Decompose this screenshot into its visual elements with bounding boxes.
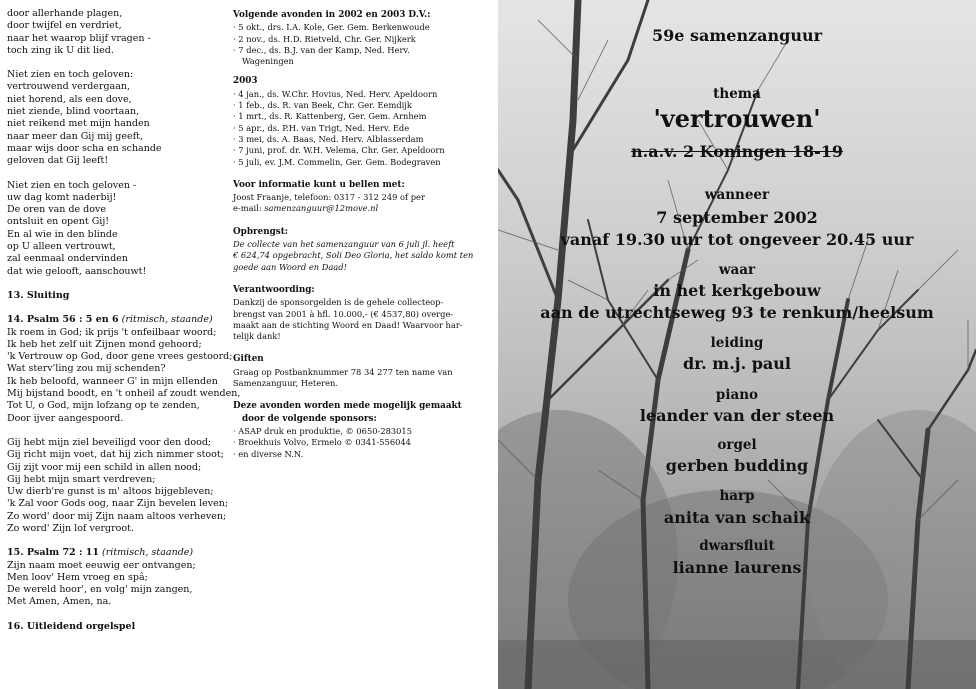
when-label: wanneer [704, 187, 770, 203]
text-line: Zo word' door mij Zijn naam altoos verheven; [7, 510, 227, 522]
sponsors-list [233, 426, 473, 460]
dates-2003-list [233, 89, 473, 168]
text-line: goede aan Woord en Daad! [233, 261, 347, 272]
text-line: Gij hebt mijn ziel beveiligd voor den dood; [7, 436, 212, 448]
event-time: vanaf 19.30 uur tot ongeveer 20.45 uur [560, 230, 914, 249]
next-evenings-heading: Volgende avonden in 2002 en 2003 D.V.: [233, 10, 431, 20]
text-line: telijk dank! [233, 331, 281, 342]
text-line: Door ijver aangespoord. [7, 412, 124, 424]
poster-panel [498, 0, 976, 689]
text-line: · 4 jan., ds. W.Chr. Hovius, Ned. Herv. Apeldoorn [233, 88, 438, 99]
psalm-72-verse [7, 560, 219, 609]
text-line: De wereld hoor', en volg' mijn zangen, [7, 584, 193, 596]
psalm-56-verse-6 [7, 436, 229, 535]
text-line: Niet zien en toch geloven: [7, 69, 134, 81]
info-email-line: e-mail: samenzanguur@12move.nl [233, 203, 379, 214]
flute-name: lianne laurens [672, 558, 802, 577]
info-heading: Voor informatie kunt u bellen met: [233, 179, 405, 190]
psalm-56-verse-5 [7, 326, 241, 425]
giften-heading: Giften [233, 354, 264, 365]
leader-label: leiding [710, 335, 764, 351]
text-line: maar wijs door scha en schande [7, 142, 162, 154]
text-line: · 5 apr., ds. P.H. van Trigt, Ned. Herv. Ede [233, 122, 410, 133]
text-line: · 3 mei, ds. A. Baas, Ned. Herv. Alblasserdam [233, 133, 424, 144]
organ-label: orgel [717, 437, 757, 453]
text-line: € 624,74 opgebracht, Soli Deo Gloria, het saldo komt ten [233, 250, 474, 261]
text-line: niet reikend met mijn handen [7, 118, 150, 130]
text-line: De oren van de dove [7, 204, 106, 216]
info-column [233, 10, 473, 460]
where-label: waar [718, 262, 756, 278]
text-line: · en diverse N.N. [233, 448, 304, 459]
text-line: Graag op Postbanknummer 78 34 277 ten name van [233, 366, 453, 377]
text-line: En al wie in den blinde [7, 228, 118, 240]
organ-name: gerben budding [665, 456, 809, 475]
text-line: uw dag komt naderbij! [7, 191, 117, 203]
psalm-56-heading: 14. Psalm 56 : 5 en 6 (ritmisch, staande) [7, 314, 213, 326]
text-line: ontsluit en opent Gij! [7, 216, 110, 228]
text-line: · 7 juni, prof. dr. W.H. Velema, Chr. Ger. Apeldoorn [233, 145, 445, 156]
text-line: · 1 feb., ds. R. van Beek, Chr. Ger. Eemdijk [233, 100, 412, 111]
text-line: geloven dat Gij leeft! [7, 155, 109, 167]
text-line: Wageningen [242, 56, 294, 67]
verse-a [7, 8, 219, 57]
psalm-72-heading: 15. Psalm 72 : 11 (ritmisch, staande) [7, 547, 194, 559]
text-line: Gij richt mijn voet, dat hij zich nimmer stoot; [7, 449, 224, 461]
text-line: Tot U, o God, mijn lofzang op te zenden, [7, 400, 200, 412]
song-text-column [7, 8, 241, 633]
text-line: Uw dierb're gunst is m' altoos bijgebleven; [7, 486, 214, 498]
text-line: Met Amen, Amen, na. [7, 596, 112, 608]
text-line: · 7 dec., ds. B.J. van der Kamp, Ned. Herv. [233, 44, 410, 55]
text-line: brengst van 2001 à hfl. 10.000,- (€ 4537,80) overge- [233, 308, 454, 319]
sponsors-heading: Deze avonden worden mede mogelijk gemaakt [233, 401, 462, 412]
text-line: naar meer dan Gij mij geeft, [7, 130, 143, 142]
text-line: Gij zijt voor mij een schild in allen nood; [7, 461, 202, 473]
text-line: · 5 okt., drs. I.A. Kole, Ger. Gem. Berkenwoude [233, 22, 430, 33]
leader-name: dr. m.j. paul [683, 354, 791, 373]
text-line: Ik heb beloofd, wanneer G' in mijn ellenden [7, 375, 218, 387]
harp-label: harp [719, 488, 755, 504]
text-line: naar het waarop blijf vragen - [7, 32, 151, 44]
text-line: Ik heb het zelf uit Zijnen mond gehoord; [7, 338, 202, 350]
text-line: Zijn naam moet eeuwig eer ontvangen; [7, 559, 196, 571]
text-line: Zo word' Zijn lof vergroot. [7, 522, 134, 534]
item-13-heading: 13. Sluiting [7, 289, 70, 301]
text-line: · ASAP druk en produktie, © 0650-283015 [233, 425, 412, 436]
text-line: 'k Vertrouw op God, door gene vrees gestoord; [7, 351, 233, 363]
dates-2002-list [233, 22, 473, 67]
harp-name: anita van schaik [663, 508, 811, 527]
text-line: dat wie gelooft, aanschouwt! [7, 265, 147, 277]
info-phone: Joost Fraanje, telefoon: 0317 - 312 249 of per [233, 192, 425, 203]
piano-name: leander van der steen [639, 406, 835, 425]
verse-c [7, 180, 219, 278]
item-16-heading: 16. Uitleidend orgelspel [7, 620, 136, 632]
event-headline: 59e samenzanguur [651, 26, 823, 45]
bible-reference: n.a.v. 2 Koningen 18-19 [631, 142, 843, 161]
text-line: Samenzanguur, Heteren. [233, 378, 338, 389]
text-line: De collecte van het samenzanguur van 6 juli jl. heeft [233, 239, 455, 250]
text-line: vertrouwend verdergaan, [7, 81, 131, 93]
text-line: niet ziende, blind voortaan, [7, 106, 140, 118]
sponsors-heading-2: door de volgende sponsors: [242, 413, 377, 424]
verse-b [7, 69, 219, 167]
verantwoording-heading: Verantwoording: [233, 284, 315, 295]
text-line: zal eenmaal ondervinden [7, 253, 128, 265]
opbrengst-heading: Opbrengst: [233, 226, 289, 237]
text-line: · 5 juli, ev. J.M. Commelin, Ger. Gem. Bodegraven [233, 156, 441, 167]
text-line: · 1 mrt., ds. R. Kattenberg, Ger. Gem. Arnhem [233, 111, 427, 122]
text-line: niet horend, als een dove, [7, 93, 132, 105]
text-line: door twijfel en verdriet, [7, 20, 122, 32]
text-line: Niet zien en toch geloven - [7, 179, 137, 191]
event-date: 7 september 2002 [656, 208, 818, 227]
opbrengst-text [233, 239, 473, 273]
text-line: toch zing ik U dit lied. [7, 44, 114, 56]
text-line: maakt aan de stichting Woord en Daad! Waarvoor har- [233, 319, 463, 330]
text-line: 'k Zal voor Gods oog, naar Zijn bevelen leven; [7, 498, 229, 510]
text-line: Gij hebt mijn smart verdreven; [7, 473, 156, 485]
location-building: in het kerkgebouw [653, 281, 821, 300]
piano-label: piano [715, 387, 759, 403]
text-line: Men loov' Hem vroeg en spâ; [7, 571, 148, 583]
text-line: · 2 nov., ds. H.D. Rietveld, Chr. Ger. Nijkerk [233, 33, 416, 44]
text-line: Wat sterv'ling zou mij schenden? [7, 363, 166, 375]
giften-text [233, 367, 473, 390]
flute-label: dwarsfluit [699, 538, 775, 554]
text-line: op U alleen vertrouwt, [7, 241, 116, 253]
location-address: aan de utrechtseweg 93 te renkum/heelsum [540, 303, 934, 322]
text-line: door allerhande plagen, [7, 8, 123, 19]
email-link[interactable]: samenzanguur@12move.nl [264, 203, 379, 214]
year-2003-heading: 2003 [233, 76, 258, 87]
verantwoording-text [233, 297, 473, 342]
text-line: Ik roem in God; ik prijs 't onfeilbaar woord; [7, 326, 217, 338]
text-line: · Broekhuis Volvo, Ermelo © 0341-556044 [233, 437, 411, 448]
text-line: Mij bijstand boodt, en 't onheil af zoudt wenden, [7, 388, 241, 400]
theme-title: 'vertrouwen' [653, 104, 821, 133]
theme-label: thema [713, 86, 761, 102]
text-line: Dankzij de sponsorgelden is de gehele collecteop- [233, 297, 444, 308]
